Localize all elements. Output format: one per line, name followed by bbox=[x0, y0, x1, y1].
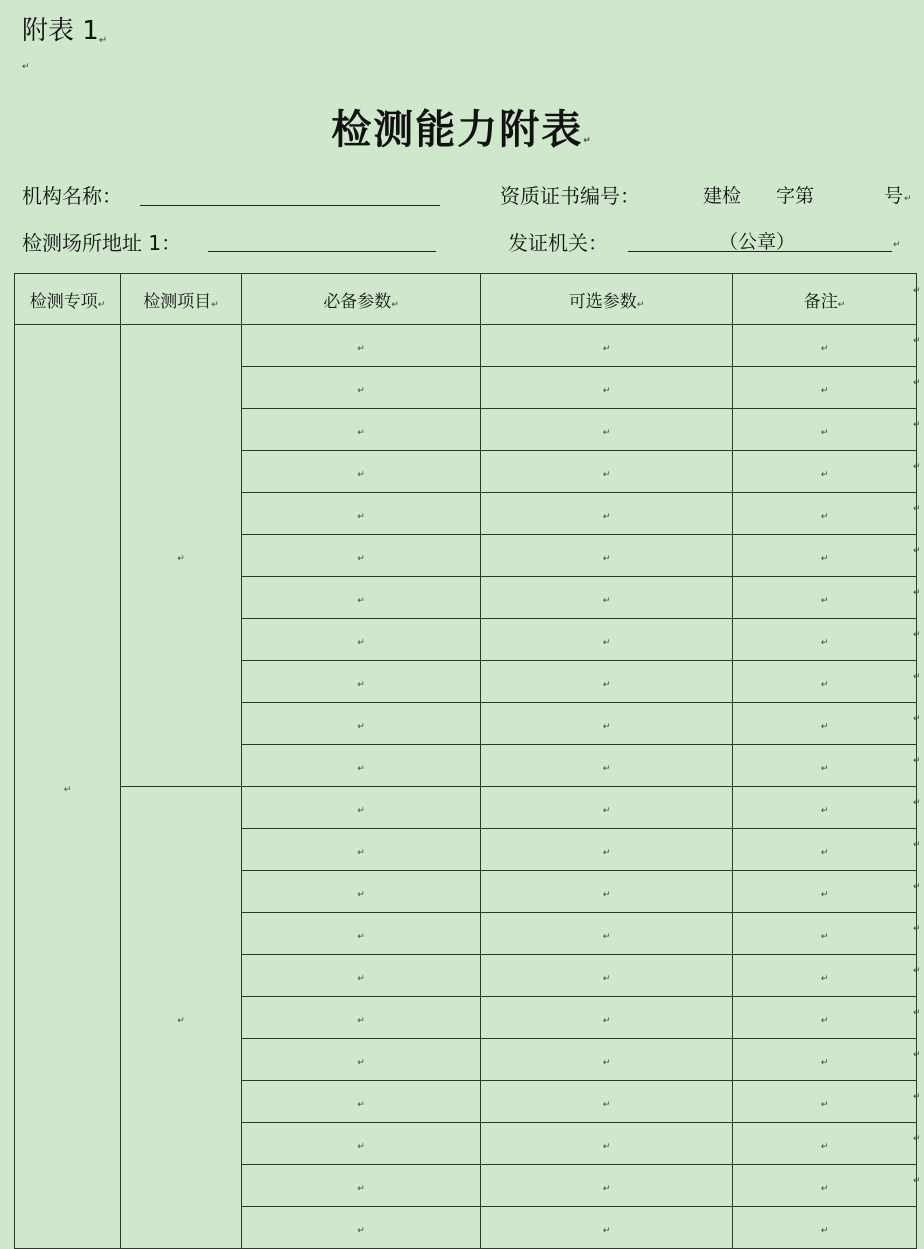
row-end-mark: ↵ bbox=[913, 924, 921, 934]
required-param-cell[interactable] bbox=[242, 367, 481, 409]
optional-param-cell[interactable] bbox=[481, 577, 733, 619]
row-end-mark: ↵ bbox=[913, 546, 921, 556]
optional-param-cell[interactable] bbox=[481, 913, 733, 955]
required-param-cell[interactable] bbox=[242, 1039, 481, 1081]
row-end-mark: ↵ bbox=[913, 1050, 921, 1060]
cell-mark: ↵ bbox=[602, 889, 611, 900]
required-param-cell[interactable] bbox=[242, 913, 481, 955]
cell-mark: ↵ bbox=[357, 385, 365, 396]
optional-param-cell[interactable] bbox=[481, 325, 733, 367]
cell-mark: ↵ bbox=[820, 427, 829, 438]
cell-mark: ↵ bbox=[602, 931, 611, 942]
col-header-remarks: 备注↵ bbox=[733, 274, 917, 325]
optional-param-cell[interactable] bbox=[481, 451, 733, 493]
remarks-cell[interactable] bbox=[733, 871, 917, 913]
cell-mark: ↵ bbox=[357, 469, 365, 480]
optional-param-cell[interactable] bbox=[481, 997, 733, 1039]
issuer-seal: （公章） bbox=[719, 231, 796, 253]
required-param-cell[interactable] bbox=[242, 577, 481, 619]
cell-mark: ↵ bbox=[357, 553, 365, 564]
cert-number-prefix: 建检 bbox=[703, 185, 742, 207]
optional-param-cell[interactable] bbox=[481, 1165, 733, 1207]
remarks-cell[interactable] bbox=[733, 1207, 917, 1249]
cell-mark: ↵ bbox=[602, 763, 611, 774]
cell-mark: ↵ bbox=[820, 385, 829, 396]
capability-table bbox=[14, 273, 917, 1249]
col-header-specialty: 检测专项↵ bbox=[15, 274, 121, 325]
cell-mark: ↵ bbox=[177, 1015, 185, 1026]
row-end-mark: ↵ bbox=[913, 630, 921, 640]
required-param-cell[interactable] bbox=[242, 325, 481, 367]
remarks-cell[interactable] bbox=[733, 409, 917, 451]
paragraph-mark: ↵ bbox=[893, 240, 901, 250]
appendix-label: 附表 1↵ bbox=[22, 16, 108, 46]
issuer-label: 发证机关： bbox=[508, 231, 608, 255]
remarks-cell[interactable] bbox=[733, 829, 917, 871]
required-param-cell[interactable] bbox=[242, 409, 481, 451]
remarks-cell[interactable] bbox=[733, 1081, 917, 1123]
org-name-label: 机构名称： bbox=[22, 184, 122, 208]
remarks-cell[interactable] bbox=[733, 955, 917, 997]
col-header-optional-params: 可选参数↵ bbox=[481, 274, 733, 325]
cell-mark: ↵ bbox=[602, 1015, 611, 1026]
required-param-cell[interactable] bbox=[242, 493, 481, 535]
cell-mark: ↵ bbox=[820, 637, 829, 648]
cell-mark: ↵ bbox=[602, 595, 611, 606]
row-end-mark: ↵ bbox=[913, 966, 921, 976]
cell-mark: ↵ bbox=[820, 931, 829, 942]
cell-mark: ↵ bbox=[602, 805, 611, 816]
optional-param-cell[interactable] bbox=[481, 745, 733, 787]
cell-mark: ↵ bbox=[357, 679, 365, 690]
optional-param-cell[interactable] bbox=[481, 1123, 733, 1165]
required-param-cell[interactable] bbox=[242, 787, 481, 829]
row-end-mark: ↵ bbox=[913, 336, 921, 346]
cell-mark: ↵ bbox=[177, 553, 185, 564]
cell-mark: ↵ bbox=[820, 595, 829, 606]
remarks-cell[interactable] bbox=[733, 661, 917, 703]
row-end-mark: ↵ bbox=[913, 588, 921, 598]
required-param-cell[interactable] bbox=[242, 661, 481, 703]
required-param-cell[interactable] bbox=[242, 829, 481, 871]
cell-mark: ↵ bbox=[357, 1183, 365, 1194]
cell-mark: ↵ bbox=[357, 931, 365, 942]
cell-mark: ↵ bbox=[357, 973, 365, 984]
remarks-cell[interactable] bbox=[733, 787, 917, 829]
table-header-row bbox=[15, 274, 917, 325]
cell-mark: ↵ bbox=[820, 1015, 829, 1026]
cell-mark: ↵ bbox=[820, 973, 829, 984]
cell-mark: ↵ bbox=[820, 469, 829, 480]
cell-mark: ↵ bbox=[820, 1057, 829, 1068]
col-header-required-params: 必备参数↵ bbox=[242, 274, 481, 325]
cell-mark: ↵ bbox=[820, 679, 829, 690]
cell-mark: ↵ bbox=[602, 1225, 611, 1236]
cell-mark: ↵ bbox=[63, 784, 72, 795]
optional-param-cell[interactable] bbox=[481, 409, 733, 451]
paragraph-mark: ↵ bbox=[22, 62, 30, 72]
required-param-cell[interactable] bbox=[242, 535, 481, 577]
col-header-item: 检测项目↵ bbox=[121, 274, 242, 325]
item-cell[interactable] bbox=[121, 787, 242, 1249]
cell-mark: ↵ bbox=[820, 511, 829, 522]
cell-mark: ↵ bbox=[357, 889, 365, 900]
row-end-mark: ↵ bbox=[913, 1134, 921, 1144]
address-label: 检测场所地址 1： bbox=[22, 231, 182, 255]
required-param-cell[interactable] bbox=[242, 997, 481, 1039]
optional-param-cell[interactable] bbox=[481, 703, 733, 745]
remarks-cell[interactable] bbox=[733, 1123, 917, 1165]
row-end-mark: ↵ bbox=[913, 798, 921, 808]
cell-mark: ↵ bbox=[602, 469, 611, 480]
optional-param-cell[interactable] bbox=[481, 829, 733, 871]
cell-mark: ↵ bbox=[820, 1225, 829, 1236]
page-title: 检测能力附表↵ bbox=[331, 106, 593, 153]
cell-mark: ↵ bbox=[357, 1099, 365, 1110]
cell-mark: ↵ bbox=[820, 1141, 829, 1152]
cert-number-mid: 字第 bbox=[776, 185, 815, 207]
remarks-cell[interactable] bbox=[733, 325, 917, 367]
cell-mark: ↵ bbox=[357, 763, 365, 774]
row-end-mark: ↵ bbox=[913, 286, 921, 296]
required-param-cell[interactable] bbox=[242, 1123, 481, 1165]
optional-param-cell[interactable] bbox=[481, 1207, 733, 1249]
cell-mark: ↵ bbox=[602, 721, 611, 732]
cell-mark: ↵ bbox=[357, 511, 365, 522]
cell-mark: ↵ bbox=[357, 721, 365, 732]
required-param-cell[interactable] bbox=[242, 451, 481, 493]
cell-mark: ↵ bbox=[357, 1225, 365, 1236]
row-end-mark: ↵ bbox=[913, 462, 921, 472]
item-cell[interactable] bbox=[121, 325, 242, 787]
row-end-mark: ↵ bbox=[913, 840, 921, 850]
cell-mark: ↵ bbox=[820, 847, 829, 858]
optional-param-cell[interactable] bbox=[481, 787, 733, 829]
cell-mark: ↵ bbox=[602, 1141, 611, 1152]
row-end-mark: ↵ bbox=[913, 420, 921, 430]
cell-mark: ↵ bbox=[602, 553, 611, 564]
org-name-field[interactable] bbox=[140, 205, 440, 206]
optional-param-cell[interactable] bbox=[481, 493, 733, 535]
required-param-cell[interactable] bbox=[242, 745, 481, 787]
cell-mark: ↵ bbox=[357, 805, 365, 816]
row-end-mark: ↵ bbox=[913, 1176, 921, 1186]
cell-mark: ↵ bbox=[820, 1099, 829, 1110]
row-end-mark: ↵ bbox=[913, 756, 921, 766]
row-end-mark: ↵ bbox=[913, 882, 921, 892]
cell-mark: ↵ bbox=[602, 637, 611, 648]
cert-number-label: 资质证书编号： bbox=[500, 184, 640, 208]
cell-mark: ↵ bbox=[820, 763, 829, 774]
remarks-cell[interactable] bbox=[733, 577, 917, 619]
required-param-cell[interactable] bbox=[242, 1081, 481, 1123]
remarks-cell[interactable] bbox=[733, 913, 917, 955]
remarks-cell[interactable] bbox=[733, 451, 917, 493]
cell-mark: ↵ bbox=[602, 343, 611, 354]
cell-mark: ↵ bbox=[602, 1057, 611, 1068]
row-end-mark: ↵ bbox=[913, 378, 921, 388]
address-field[interactable] bbox=[208, 251, 436, 252]
optional-param-cell[interactable] bbox=[481, 367, 733, 409]
cell-mark: ↵ bbox=[602, 1183, 611, 1194]
required-param-cell[interactable] bbox=[242, 871, 481, 913]
specialty-cell[interactable] bbox=[15, 325, 121, 1249]
cell-mark: ↵ bbox=[357, 1141, 365, 1152]
optional-param-cell[interactable] bbox=[481, 1081, 733, 1123]
row-end-mark: ↵ bbox=[913, 504, 921, 514]
remarks-cell[interactable] bbox=[733, 493, 917, 535]
remarks-cell[interactable] bbox=[733, 1165, 917, 1207]
cell-mark: ↵ bbox=[820, 553, 829, 564]
remarks-cell[interactable] bbox=[733, 619, 917, 661]
cell-mark: ↵ bbox=[602, 847, 611, 858]
optional-param-cell[interactable] bbox=[481, 1039, 733, 1081]
required-param-cell[interactable] bbox=[242, 1207, 481, 1249]
required-param-cell[interactable] bbox=[242, 703, 481, 745]
row-end-mark: ↵ bbox=[913, 714, 921, 724]
table-row bbox=[15, 325, 917, 367]
optional-param-cell[interactable] bbox=[481, 535, 733, 577]
optional-param-cell[interactable] bbox=[481, 871, 733, 913]
optional-param-cell[interactable] bbox=[481, 619, 733, 661]
paragraph-mark: ↵ bbox=[904, 194, 912, 204]
row-end-mark: ↵ bbox=[913, 1008, 921, 1018]
cell-mark: ↵ bbox=[820, 805, 829, 816]
cell-mark: ↵ bbox=[357, 1015, 365, 1026]
cell-mark: ↵ bbox=[820, 721, 829, 732]
cell-mark: ↵ bbox=[357, 427, 365, 438]
cell-mark: ↵ bbox=[820, 1183, 829, 1194]
remarks-cell[interactable] bbox=[733, 997, 917, 1039]
cell-mark: ↵ bbox=[357, 1057, 365, 1068]
cell-mark: ↵ bbox=[820, 343, 829, 354]
table-row bbox=[15, 787, 917, 829]
required-param-cell[interactable] bbox=[242, 1165, 481, 1207]
required-param-cell[interactable] bbox=[242, 955, 481, 997]
cell-mark: ↵ bbox=[602, 427, 611, 438]
row-end-mark: ↵ bbox=[913, 672, 921, 682]
cell-mark: ↵ bbox=[602, 1099, 611, 1110]
remarks-cell[interactable] bbox=[733, 367, 917, 409]
cell-mark: ↵ bbox=[602, 385, 611, 396]
row-end-mark: ↵ bbox=[913, 1092, 921, 1102]
remarks-cell[interactable] bbox=[733, 1039, 917, 1081]
remarks-cell[interactable] bbox=[733, 535, 917, 577]
cert-number-suffix: 号 bbox=[884, 185, 904, 207]
remarks-cell[interactable] bbox=[733, 745, 917, 787]
cell-mark: ↵ bbox=[357, 343, 365, 354]
cell-mark: ↵ bbox=[357, 847, 365, 858]
cell-mark: ↵ bbox=[357, 637, 365, 648]
cell-mark: ↵ bbox=[602, 511, 611, 522]
optional-param-cell[interactable] bbox=[481, 661, 733, 703]
cell-mark: ↵ bbox=[820, 889, 829, 900]
cell-mark: ↵ bbox=[602, 973, 611, 984]
optional-param-cell[interactable] bbox=[481, 955, 733, 997]
required-param-cell[interactable] bbox=[242, 619, 481, 661]
cell-mark: ↵ bbox=[602, 679, 611, 690]
remarks-cell[interactable] bbox=[733, 703, 917, 745]
cell-mark: ↵ bbox=[357, 595, 365, 606]
